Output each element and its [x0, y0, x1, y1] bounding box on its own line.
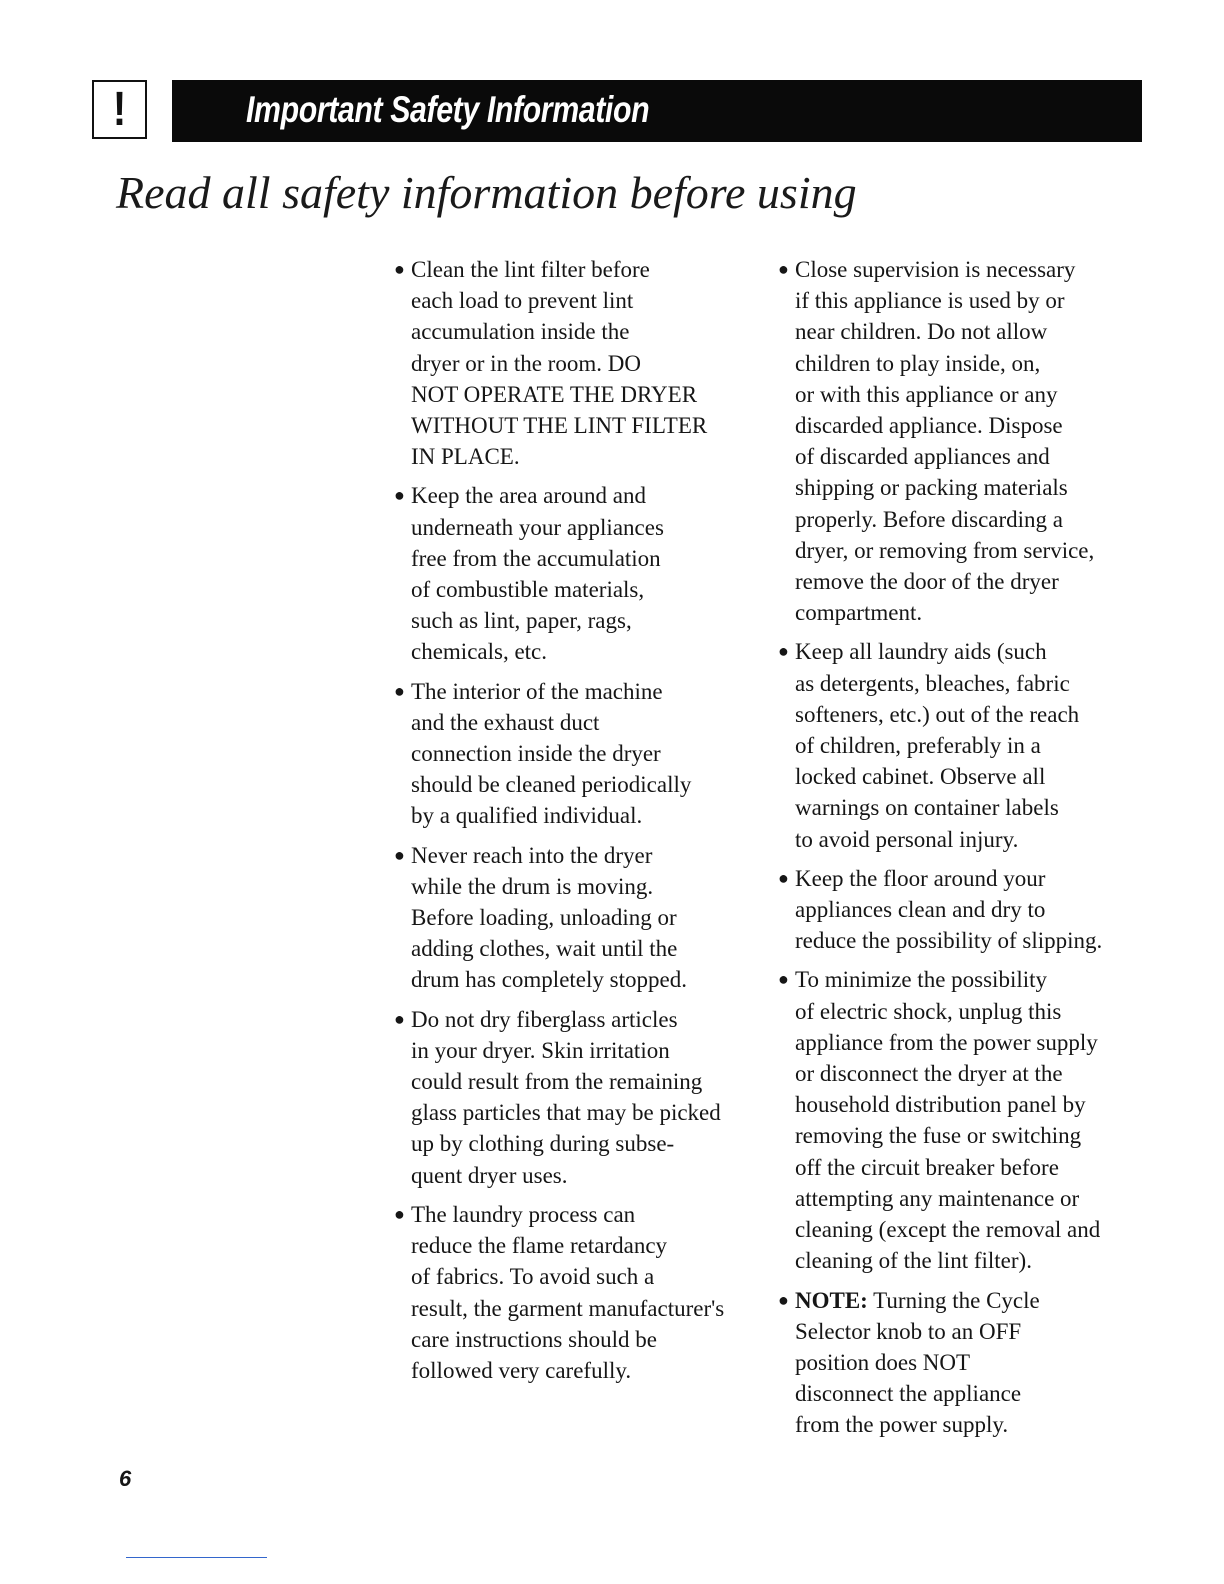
bullet-line: free from the accumulation — [411, 545, 661, 571]
bullet-line: of electric shock, unplug this — [795, 998, 1062, 1024]
bullet-line: attempting any maintenance or — [795, 1185, 1080, 1211]
bullet-line: remove the door of the dryer — [795, 569, 1059, 595]
bullet-line: by a qualified individual. — [411, 803, 643, 829]
exclamation-icon: ! — [112, 82, 127, 136]
bullet-dot-icon: ● — [778, 867, 789, 888]
bullet-line: each load to prevent lint — [411, 288, 634, 314]
safety-bullet — [394, 254, 764, 472]
bullet-line: The laundry process can — [411, 1201, 636, 1227]
bullet-line: The interior of the machine — [411, 678, 663, 704]
bullet-dot-icon: ● — [394, 485, 405, 506]
bullet-line: removing the fuse or switching — [795, 1123, 1082, 1149]
bullet-line: Do not dry fiberglass articles — [411, 1006, 678, 1032]
bullet-dot-icon: ● — [394, 844, 405, 865]
bullet-line: IN PLACE. — [411, 444, 520, 470]
bullet-line: children to play inside, on, — [795, 350, 1041, 376]
bullet-line: shipping or packing materials — [795, 475, 1068, 501]
bullet-line: dryer, or removing from service, — [795, 537, 1095, 563]
bullet-line: of children, preferably in a — [795, 733, 1041, 759]
safety-bullet — [778, 1285, 1153, 1441]
bullet-line: chemicals, etc. — [411, 639, 548, 665]
bullet-line: appliance from the power supply — [795, 1029, 1098, 1055]
section-title: Important Safety Information — [246, 89, 650, 130]
bullet-line: Keep all laundry aids (such — [795, 639, 1047, 665]
bullet-line: cleaning of the lint filter). — [795, 1248, 1032, 1274]
note-label: NOTE: — [795, 1287, 868, 1313]
section-header-bar — [172, 80, 1142, 142]
bullet-line: Clean the lint filter before — [411, 257, 650, 282]
margin-rule — [126, 1557, 267, 1558]
bullet-line: glass particles that may be picked — [411, 1100, 721, 1126]
bullet-line: should be cleaned periodically — [411, 772, 692, 798]
bullet-line: from the power supply. — [795, 1412, 1009, 1438]
safety-bullet — [394, 676, 764, 832]
bullet-line: Before loading, unloading or — [411, 905, 677, 931]
bullet-line: household distribution panel by — [795, 1092, 1086, 1118]
bullet-line: care instructions should be — [411, 1326, 657, 1352]
bullet-line: followed very carefully. — [411, 1357, 632, 1383]
bullet-line: of fabrics. To avoid such a — [411, 1264, 655, 1290]
bullet-line: softeners, etc.) out of the reach — [795, 701, 1080, 727]
bullet-line: position does NOT — [795, 1349, 971, 1375]
bullet-line: result, the garment manufacturer's — [411, 1295, 725, 1321]
bullet-line: adding clothes, wait until the — [411, 936, 678, 962]
bullet-line: cleaning (except the removal and — [795, 1217, 1101, 1243]
bullet-line: connection inside the dryer — [411, 741, 661, 767]
bullet-line: or with this appliance or any — [795, 381, 1058, 407]
bullet-line: while the drum is moving. — [411, 873, 654, 899]
bullet-line: off the circuit breaker before — [795, 1154, 1059, 1180]
bullet-line-text: Turning the Cycle — [867, 1287, 1040, 1313]
bullet-line: or disconnect the dryer at the — [795, 1061, 1063, 1087]
bullet-line — [795, 1285, 1153, 1316]
bullet-line: Keep the area around and — [411, 483, 646, 509]
bullet-line: Keep the floor around your — [795, 865, 1046, 891]
bullet-dot-icon: ● — [394, 680, 405, 701]
bullet-line: to avoid personal injury. — [795, 826, 1019, 852]
bullet-line: in your dryer. Skin irritation — [411, 1037, 670, 1063]
bullet-dot-icon: ● — [394, 259, 405, 279]
bullet-line: compartment. — [795, 600, 923, 626]
bullet-line: To minimize the possibility — [795, 967, 1048, 993]
bullet-line: properly. Before discarding a — [795, 506, 1064, 532]
bullet-line: such as lint, paper, rags, — [411, 608, 632, 634]
bullet-dot-icon: ● — [394, 1008, 405, 1029]
bullet-line: could result from the remaining — [411, 1069, 703, 1095]
bullet-line: warnings on container labels — [795, 795, 1059, 821]
bullet-dot-icon: ● — [778, 1289, 789, 1310]
bullet-line: Never reach into the dryer — [411, 842, 653, 868]
bullet-line: underneath your appliances — [411, 514, 664, 540]
bullet-line: and the exhaust duct — [411, 709, 600, 735]
page-subtitle: Read all safety information before using — [116, 167, 857, 218]
right-column — [778, 254, 1153, 1449]
warning-box — [92, 80, 147, 139]
bullet-line: reduce the possibility of slipping. — [795, 928, 1103, 954]
bullet-line: of discarded appliances and — [795, 444, 1050, 470]
bullet-line: quent dryer uses. — [411, 1162, 568, 1188]
bullet-line: NOT OPERATE THE DRYER — [411, 381, 698, 407]
bullet-line: WITHOUT THE LINT FILTER — [411, 413, 708, 439]
left-column — [394, 254, 764, 1394]
bullet-line: accumulation inside the — [411, 319, 630, 345]
bullet-line: Close supervision is necessary — [795, 257, 1076, 282]
bullet-line: if this appliance is used by or — [795, 288, 1065, 314]
bullet-line: disconnect the appliance — [795, 1381, 1022, 1407]
bullet-line: drum has completely stopped. — [411, 967, 687, 993]
safety-bullet — [394, 480, 764, 667]
bullet-dot-icon: ● — [778, 969, 789, 990]
safety-bullet — [778, 254, 1153, 628]
bullet-line: locked cabinet. Observe all — [795, 764, 1046, 790]
safety-bullet — [394, 840, 764, 996]
bullet-line: reduce the flame retardancy — [411, 1233, 668, 1259]
bullet-dot-icon: ● — [778, 259, 789, 279]
bullet-line: dryer or in the room. DO — [411, 350, 641, 376]
bullet-line: up by clothing during subse- — [411, 1131, 675, 1157]
safety-bullet — [778, 636, 1153, 854]
bullet-line: appliances clean and dry to — [795, 897, 1046, 923]
bullet-line: of combustible materials, — [411, 577, 645, 603]
bullet-line: Selector knob to an OFF — [795, 1318, 1022, 1344]
bullet-dot-icon: ● — [394, 1203, 405, 1224]
bullet-line: as detergents, bleaches, fabric — [795, 670, 1070, 696]
safety-bullet — [394, 1004, 764, 1191]
safety-bullet — [778, 964, 1153, 1276]
bullet-line: near children. Do not allow — [795, 319, 1048, 345]
safety-bullet — [778, 863, 1153, 957]
bullet-line: discarded appliance. Dispose — [795, 413, 1063, 439]
bullet-dot-icon: ● — [778, 641, 789, 662]
page-number: 6 — [119, 1466, 132, 1491]
safety-bullet — [394, 1199, 764, 1386]
